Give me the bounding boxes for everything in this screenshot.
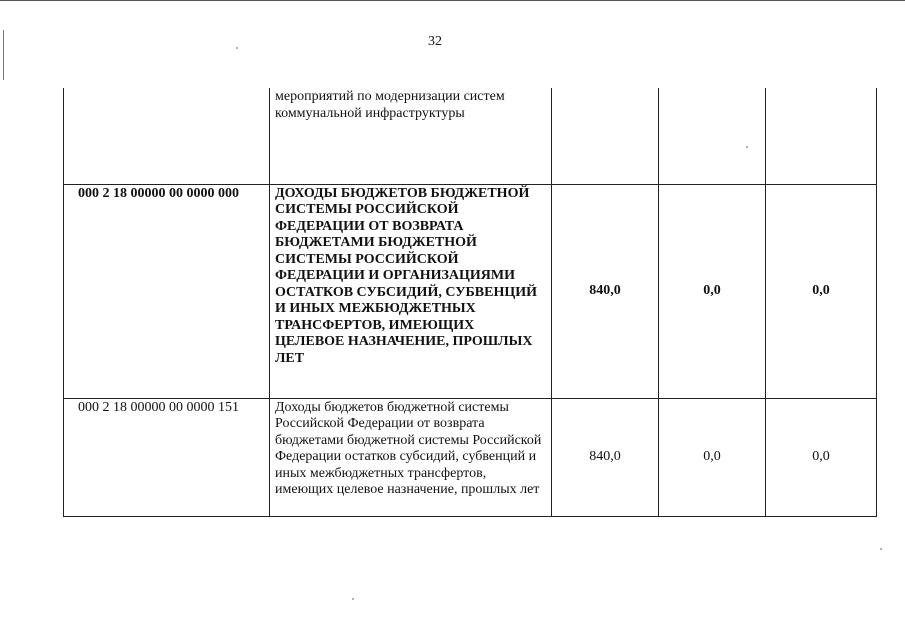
name-cell: Доходы бюджетов бюджетной системы Российской Федерации от возврата бюджетами бюджетной системы Российской Федерации остатков субсидий, субвенций и иных межбюджетных трансфертов, имеющих целевое назначение, прошлых лет bbox=[270, 398, 552, 516]
value-cell-3: 0,0 bbox=[766, 184, 877, 398]
budget-table bbox=[63, 88, 877, 517]
table-row bbox=[64, 398, 877, 516]
value-cell-2 bbox=[659, 88, 766, 184]
value-cell-2: 0,0 bbox=[659, 184, 766, 398]
scan-speck bbox=[236, 47, 238, 49]
code-cell bbox=[64, 88, 270, 184]
scan-speck bbox=[880, 548, 882, 550]
value-cell-1: 840,0 bbox=[552, 184, 659, 398]
name-cell: ДОХОДЫ БЮДЖЕТОВ БЮДЖЕТНОЙ СИСТЕМЫ РОССИЙСКОЙ ФЕДЕРАЦИИ ОТ ВОЗВРАТА БЮДЖЕТАМИ БЮДЖЕТНОЙ СИСТЕМЫ РОССИЙСКОЙ ФЕДЕРАЦИИ И ОРГАНИЗАЦИЯМИ ОСТАТКОВ СУБСИДИЙ, СУБВЕНЦИЙ И ИНЫХ МЕЖБЮДЖЕТНЫХ ТРАНСФЕРТОВ, ИМЕЮЩИХ ЦЕЛЕВОЕ НАЗНАЧЕНИЕ, ПРОШЛЫХ ЛЕТ bbox=[270, 184, 552, 398]
scan-speck bbox=[746, 146, 748, 148]
value-cell-3 bbox=[766, 88, 877, 184]
scan-speck bbox=[352, 598, 354, 600]
page-number: 32 bbox=[428, 34, 442, 49]
table-row bbox=[64, 184, 877, 398]
scan-left-edge bbox=[3, 30, 4, 80]
table-row bbox=[64, 88, 877, 184]
name-cell: мероприятий по модернизации систем коммунальной инфраструктуры bbox=[270, 88, 552, 184]
value-cell-3: 0,0 bbox=[766, 398, 877, 516]
scan-top-edge bbox=[0, 0, 905, 1]
code-cell: 000 2 18 00000 00 0000 000 bbox=[64, 184, 270, 398]
code-cell: 000 2 18 00000 00 0000 151 bbox=[64, 398, 270, 516]
value-cell-2: 0,0 bbox=[659, 398, 766, 516]
value-cell-1 bbox=[552, 88, 659, 184]
value-cell-1: 840,0 bbox=[552, 398, 659, 516]
